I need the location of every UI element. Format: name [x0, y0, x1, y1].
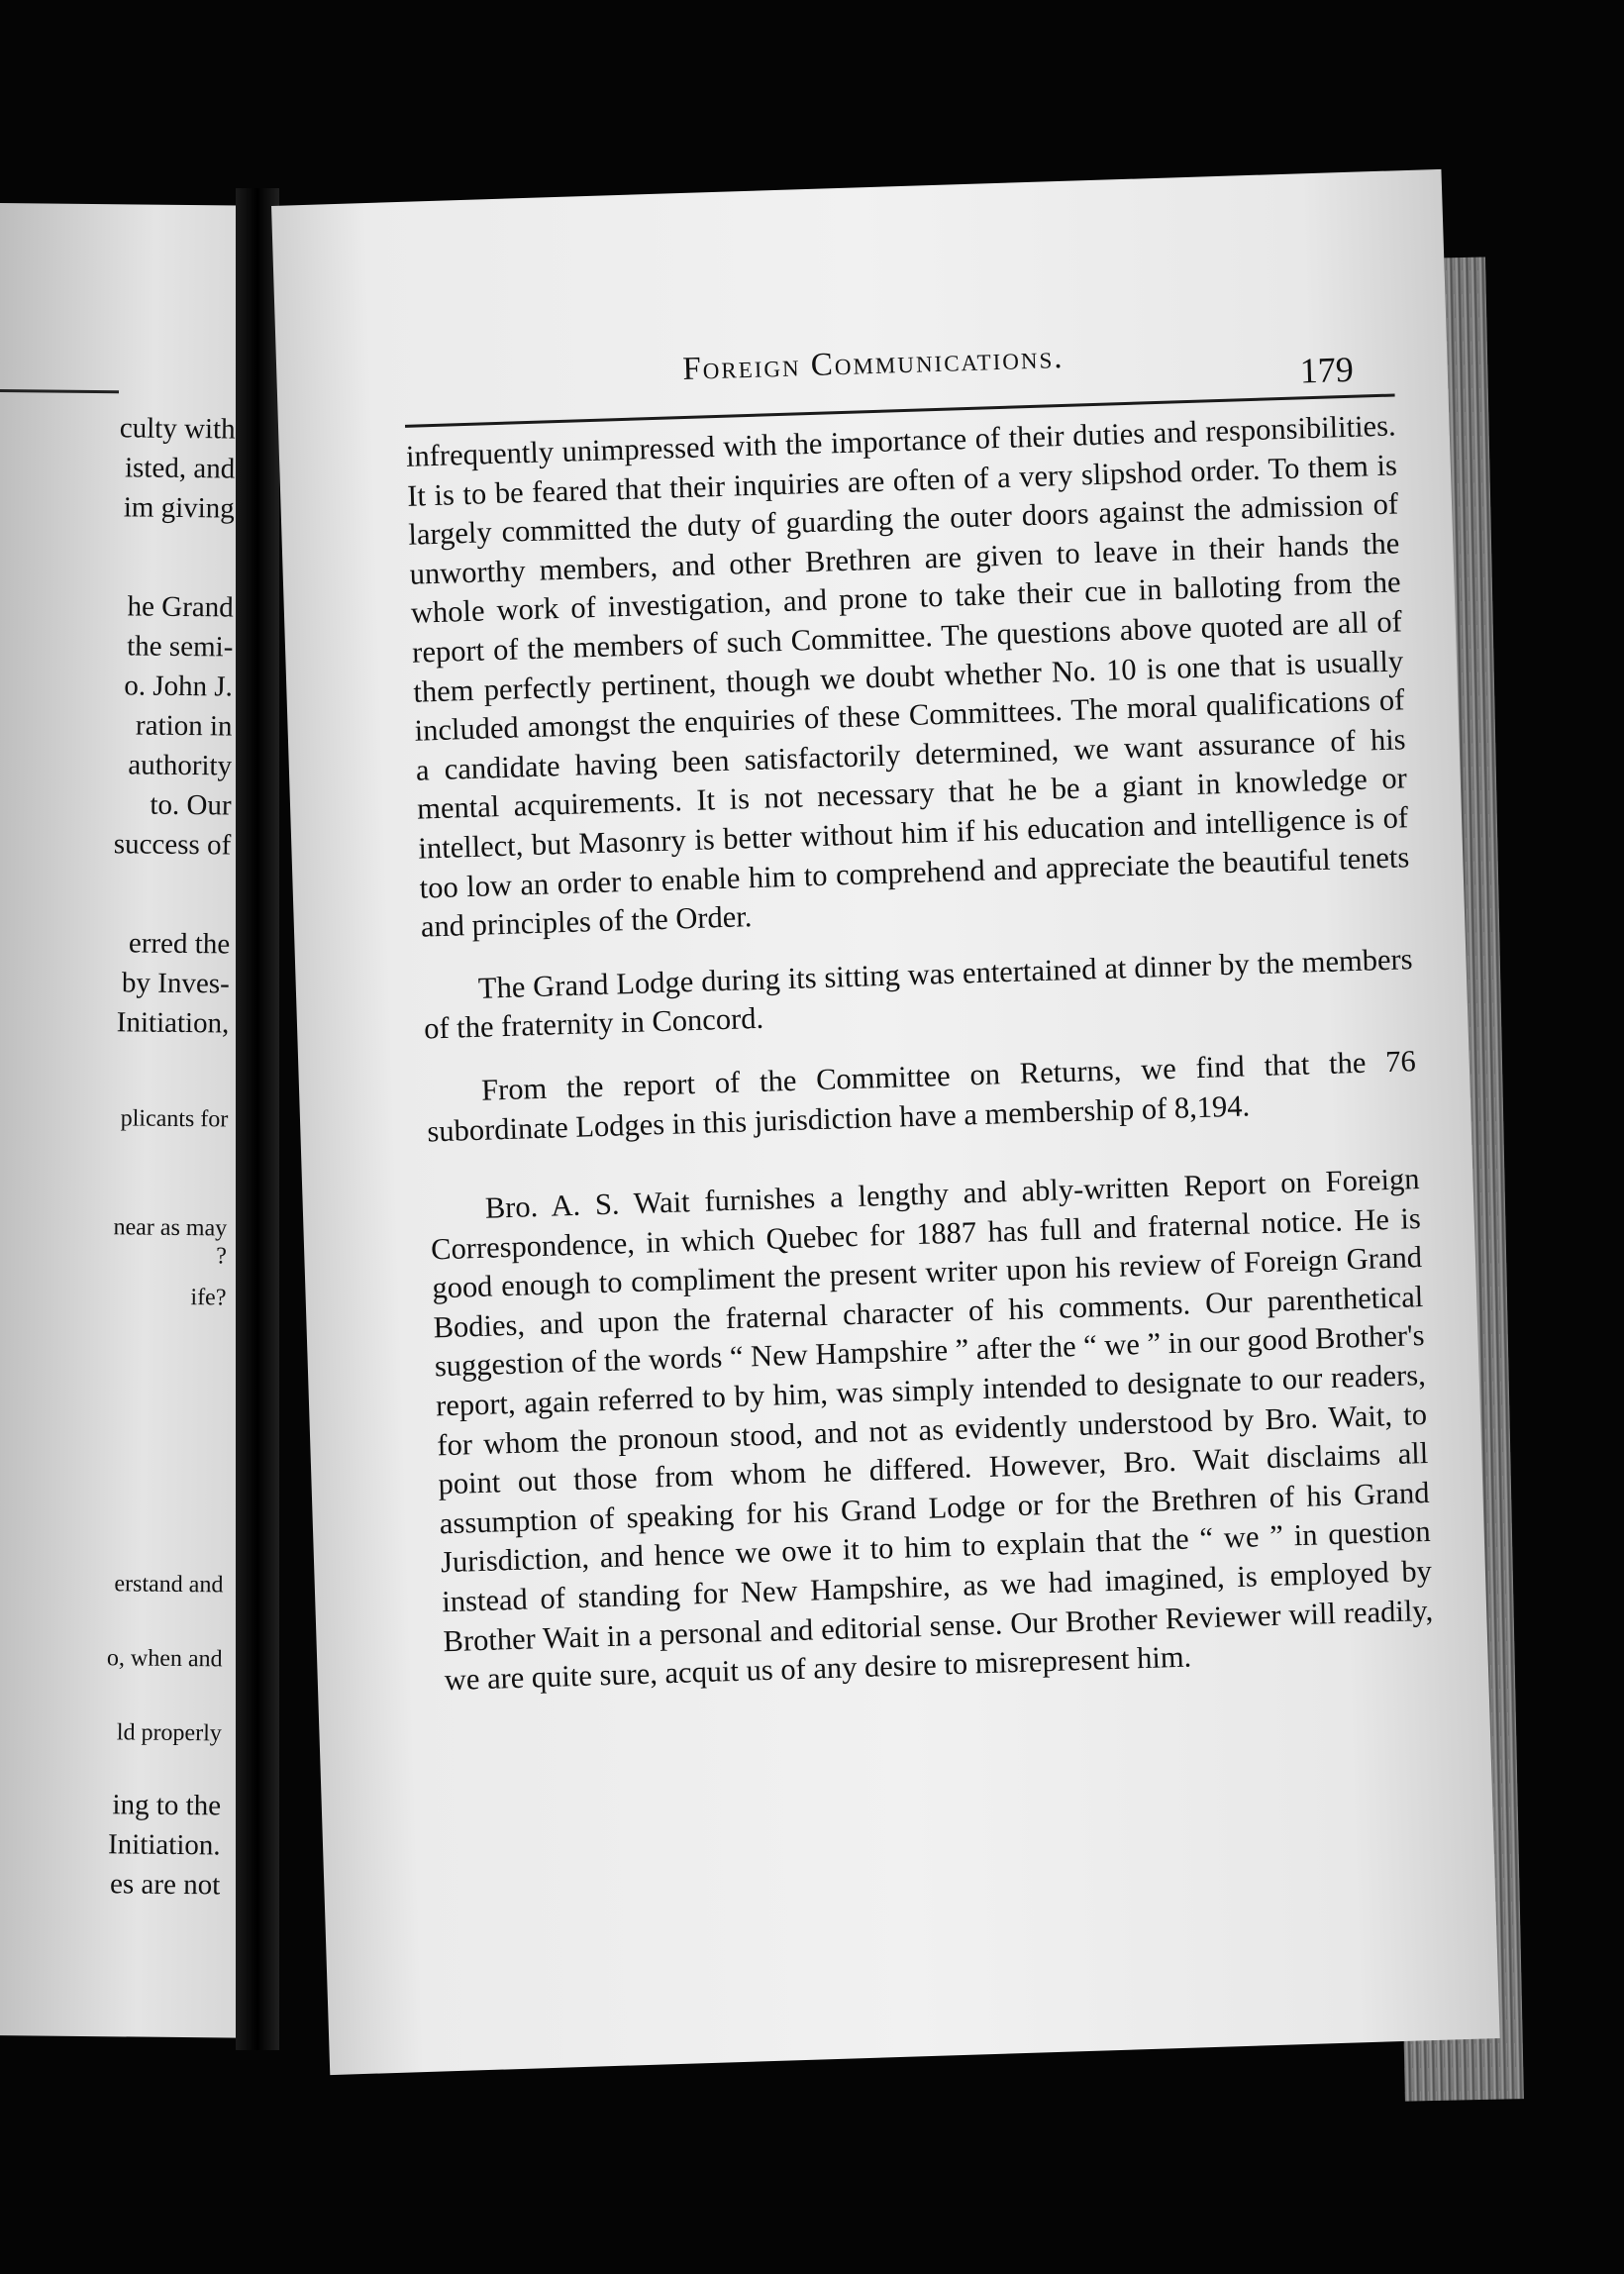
left-line: Initiation,	[116, 1006, 230, 1040]
paragraph: Bro. A. S. Wait furnishes a lengthy and ably-written Report on Foreign Correspondence, in which Quebec for 1887 has full and fraternal notice. He is good enough to compliment the present writer upon his review of Foreign Grand Bodies, and upon the fraternal character of his comments. Our parenthetical suggestion of the words “ New Hampshire ” after the “ we ” in our good Brother's report, again referred to by him, was simply intended to designate to our readers, for whom the pronoun stood, and not as evidently understood by Bro. Wait, to point out those from whom he differed. However, Bro. Wait disclaims all assumption of speaking for his Grand Lodge or for the Brethren of his Grand Jurisdiction, and hence we owe it to him to explain that the “ we ” in question instead of standing for New Hampshire, as we had imagined, is employed by Brother Wait in a personal and editorial sense. Our Brother Reviewer will readily, we are quite sure, acquit us of any desire to misrepresent him.	[430, 1162, 1434, 1698]
left-page	[0, 203, 259, 2038]
left-line: erred the	[128, 927, 231, 961]
left-line: erstand and	[114, 1571, 224, 1599]
left-line: ration in	[135, 709, 233, 743]
page-number: 179	[1299, 349, 1355, 391]
left-line: success of	[113, 828, 232, 862]
left-line: to. Our	[150, 788, 232, 822]
paragraph: From the report of the Committee on Returns, we find that the 76 subordinate Lodges in this jurisdiction have a membership of 8,194.	[426, 1044, 1417, 1149]
book-gutter	[236, 188, 279, 2050]
left-line: Initiation.	[107, 1828, 221, 1862]
left-line: ing to the	[112, 1789, 222, 1822]
left-line: ld properly	[116, 1719, 222, 1747]
left-line: ife?	[190, 1285, 227, 1311]
paragraph: The Grand Lodge during its sitting was entertained at dinner by the members of the fraternity in Concord.	[423, 941, 1413, 1046]
left-line: by Inves-	[121, 967, 230, 1000]
left-line: he Grand	[127, 590, 234, 624]
paragraph: infrequently unimpressed with the importance of their duties and responsibilities. It is to be feared that their inquiries are often of a very slipshod order. To them is largely committed the duty of guarding the outer doors against the admission of unworthy members, and other Brethren are given to leave in their hands the whole work of investigation, and prone to take their cue in balloting from the report of the members of such Committee. The questions above quoted are all of them perfectly pertinent, though we doubt whether No. 10 is one that is usually included amongst the enquiries of these Committees. The moral qualifications of a candidate having been satisfactorily determined, we want assurance of his mental acquirements. It is not necessary that he be a giant in knowledge or intellect, but Masonry is better without him if his education and intelligence is of too low an order to enable him to comprehend and appreciate the beautiful tenets and principles of the Order.	[405, 408, 1410, 944]
left-line: o, when and	[106, 1645, 223, 1673]
left-line: plicants for	[120, 1105, 229, 1133]
left-line: isted, and	[124, 452, 236, 485]
running-head: Foreign Communications.	[681, 339, 1066, 388]
left-line: near as may	[113, 1214, 228, 1242]
left-line: the semi-	[127, 630, 234, 664]
body-text	[405, 406, 1435, 1701]
left-line: ?	[216, 1243, 228, 1270]
left-line: culty with	[119, 412, 236, 446]
left-line: authority	[128, 749, 233, 782]
left-page-rule	[0, 389, 119, 393]
right-page	[271, 169, 1500, 2075]
left-line: o. John J.	[124, 670, 234, 703]
left-line: es are not	[109, 1868, 221, 1902]
left-line: im giving	[123, 491, 235, 525]
